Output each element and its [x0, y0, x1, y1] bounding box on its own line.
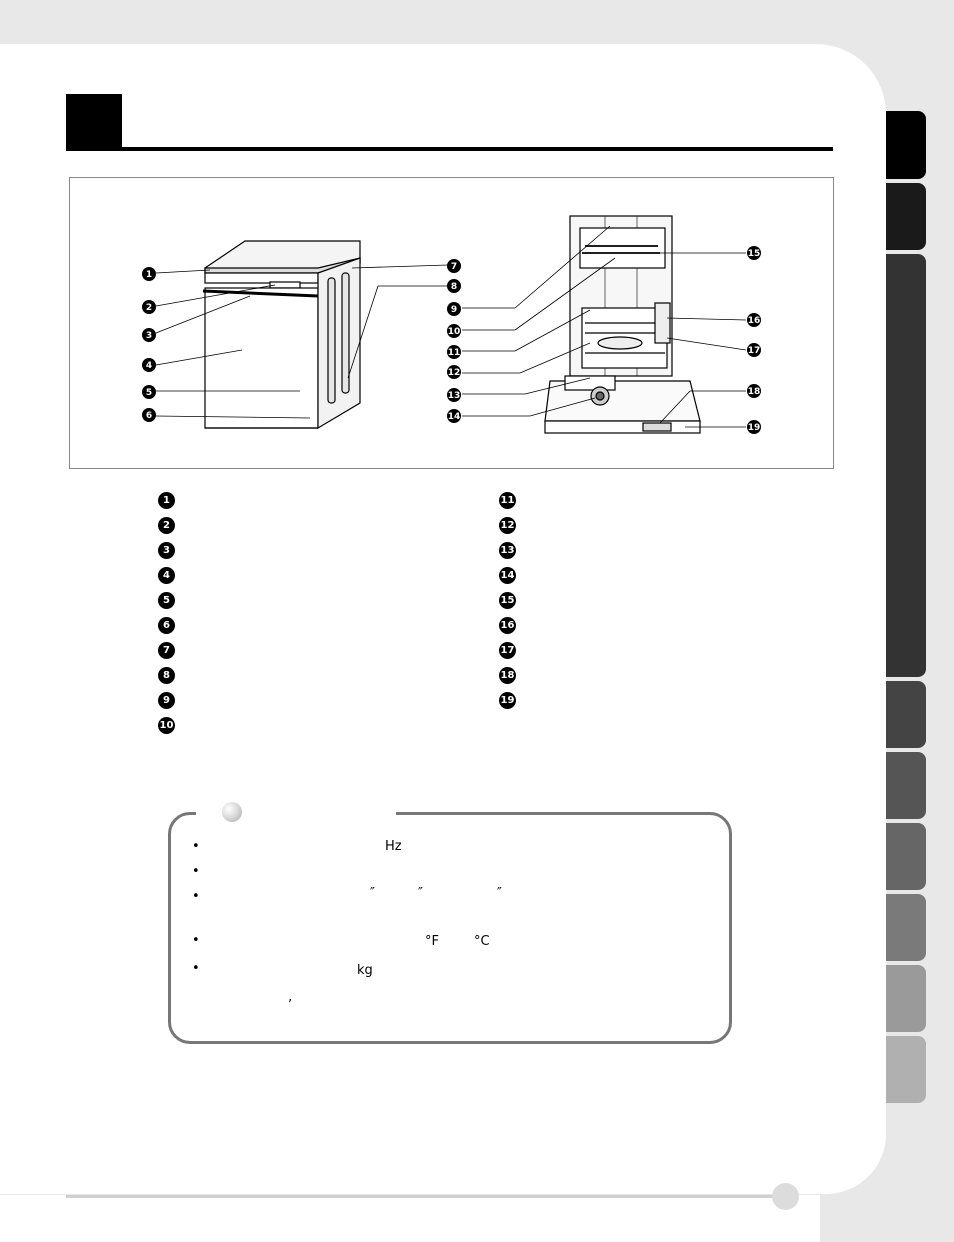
callout-13 — [447, 388, 461, 402]
svg-text:12: 12 — [447, 368, 461, 378]
svg-text:18: 18 — [747, 387, 761, 397]
note-bullet-4: • — [192, 933, 200, 948]
svg-text:10: 10 — [447, 327, 461, 337]
note-inch-mark-2: ″ — [418, 886, 423, 901]
callout-16 — [747, 313, 761, 327]
svg-text:16: 16 — [747, 316, 761, 326]
callout-10 — [447, 324, 461, 338]
page-number-dot — [772, 1183, 799, 1210]
open-dishwasher-drawing — [545, 216, 700, 433]
callout-4 — [142, 358, 156, 372]
svg-text:4: 4 — [145, 361, 153, 371]
callout-5 — [142, 385, 156, 399]
note-kg-unit: kg — [357, 963, 373, 978]
callout-3 — [142, 328, 156, 342]
side-tab-8[interactable] — [886, 965, 926, 1032]
callout-15 — [747, 246, 761, 260]
footer-rule — [66, 1195, 786, 1198]
callout-17 — [747, 343, 761, 357]
callout-1 — [142, 267, 156, 281]
svg-text:17: 17 — [747, 346, 761, 356]
note-bullet-5: • — [192, 961, 200, 976]
note-orb-icon — [222, 802, 242, 822]
svg-text:1: 1 — [145, 270, 153, 280]
side-tab-1[interactable] — [886, 111, 926, 179]
note-bullet-2: • — [192, 864, 200, 879]
callout-7 — [447, 259, 461, 273]
callout-2 — [142, 300, 156, 314]
side-tab-4[interactable] — [886, 681, 926, 748]
section-header-rule — [66, 147, 833, 151]
note-bullet-3: • — [192, 889, 200, 904]
note-inch-mark-1: ″ — [370, 886, 375, 901]
svg-text:6: 6 — [145, 411, 153, 421]
callout-18 — [747, 384, 761, 398]
callout-8 — [447, 279, 461, 293]
svg-text:14: 14 — [447, 412, 461, 422]
svg-text:3: 3 — [145, 331, 153, 341]
dishwasher-figure — [69, 177, 834, 469]
side-tab-7[interactable] — [886, 894, 926, 961]
note-bullet-1: • — [192, 839, 200, 854]
side-tab-5[interactable] — [886, 752, 926, 819]
svg-text:5: 5 — [145, 388, 153, 398]
side-tab-2[interactable] — [886, 183, 926, 250]
svg-text:19: 19 — [747, 423, 761, 433]
callout-11 — [447, 345, 461, 359]
svg-text:7: 7 — [450, 262, 458, 272]
svg-text:9: 9 — [450, 305, 458, 315]
callout-19 — [747, 420, 761, 434]
svg-text:8: 8 — [450, 282, 458, 292]
page-bottom-strip — [0, 1195, 820, 1242]
svg-text:11: 11 — [447, 348, 461, 358]
side-tab-3[interactable] — [886, 254, 926, 677]
svg-text:15: 15 — [747, 249, 761, 259]
note-fahrenheit-unit: °F — [425, 934, 439, 949]
svg-text:13: 13 — [447, 391, 461, 401]
svg-text:2: 2 — [145, 303, 153, 313]
dishwasher-illustration — [70, 178, 833, 468]
callout-6 — [142, 408, 156, 422]
side-tab-9[interactable] — [886, 1036, 926, 1103]
callout-14 — [447, 409, 461, 423]
callout-12 — [447, 365, 461, 379]
note-apostrophe: ’ — [288, 998, 293, 1013]
callout-9 — [447, 302, 461, 316]
side-tab-6[interactable] — [886, 823, 926, 890]
note-inch-mark-3: ″ — [497, 886, 502, 901]
note-hz-unit: Hz — [385, 839, 402, 854]
section-header-block — [66, 94, 122, 148]
note-box — [168, 812, 732, 1044]
closed-dishwasher-drawing — [203, 241, 360, 428]
note-celsius-unit: °C — [474, 934, 490, 949]
